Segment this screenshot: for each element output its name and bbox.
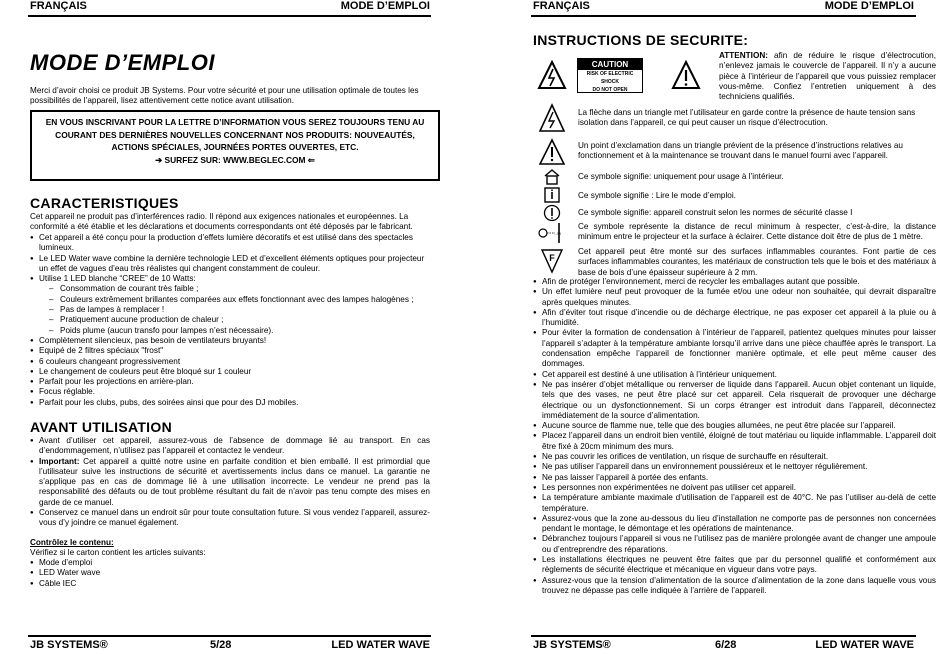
symbol-text-indoor: Ce symbole signifie: uniquement pour usage à l’intérieur. [578, 172, 784, 181]
feature-item: ● Le LED Water wave combine la dernière technologie LED et d’excellent éléments optiques pour projecteur un effet de vagues d’eau très réalistes qui changent constamment de couleur. [30, 254, 430, 275]
content-item: ● Câble IEC [30, 579, 230, 589]
caution-label: CAUTION [578, 59, 642, 70]
avant-item [30, 436, 430, 457]
svg-text:F: F [549, 253, 555, 263]
avant-item-text: Conservez ce manuel dans un endroit sûr pour toute consultation future. Si vous vendez l’appareil, assurez-vous d’y joindre ce manuel également. [39, 508, 430, 528]
feature-item: ● Complètement silencieux, pas besoin de ventilateurs bruyants! [30, 336, 430, 346]
footer-product: LED WATER WAVE [815, 639, 914, 651]
footer-product: LED WATER WAVE [331, 639, 430, 651]
newsletter-link[interactable]: ➔ SURFEZ SUR: WWW.BEGLEC.COM ⇐ [155, 154, 315, 165]
safety-item: ● Cet appareil est destiné à une utilisation à l’intérieur uniquement. [533, 370, 936, 380]
indoor-use-icon [543, 168, 561, 186]
distance-label: ...M [554, 231, 561, 236]
content-item: ● LED Water wave [30, 568, 230, 578]
high-voltage-icon [539, 103, 565, 133]
safety-item: ● Ne pas utiliser l’appareil dans un environnement poussiéreux et le nettoyer régulièrement. [533, 462, 936, 472]
safety-item: ● Pour éviter la formation de condensation à l’intérieur de l’appareil, patientez quelques minutes pour laisser l’appareil s’adapter à la température ambiante lorsqu’il arrive dans une pièce chauffée après le transport. La condensation empêche l’appareil de fonctionner manière optimale, et elle peut même causer des dommages. [533, 328, 936, 369]
header-section: MODE D’EMPLOI [824, 0, 914, 12]
header-language: FRANÇAIS [30, 0, 87, 12]
feature-item: – Pratiquement aucune production de chaleur ; [30, 315, 430, 325]
feature-item: ● Focus réglable. [30, 387, 430, 397]
lightning-warning-icon [537, 60, 567, 90]
caution-line-1: RISK OF ELECTRIC SHOCK [586, 71, 634, 85]
page-title: INSTRUCTIONS DE SECURITE: [533, 32, 749, 48]
footer-brand: JB SYSTEMS® [30, 639, 108, 651]
header-rule [28, 15, 431, 17]
symbol-text-distance: Ce symbole représente la distance de recul minimum à respecter, c’est-à-dire, la distance minimum entre le projecteur et la surface à éclairer. Cette distance doit être de plus de 1 mètre. [578, 222, 936, 242]
safety-item: ● Assurez-vous que la zone au-dessous du lieu d’installation ne comporte pas de personnes non concernées pendant le montage, le démontage et les opérations de maintenance. [533, 514, 936, 535]
header-language: FRANÇAIS [533, 0, 590, 12]
attention-label: ATTENTION: [719, 51, 768, 60]
header-rule [531, 15, 916, 17]
feature-item: – Poids plume (aucun transfo pour lampes n’est nécessaire). [30, 326, 430, 336]
section-title-caracteristiques: CARACTERISTIQUES [30, 195, 179, 211]
safety-item: ● Assurez-vous que la tension d’alimentation de la source d’alimentation de la zone dans laquelle vous vous trouvez ne dépasse pas celle indiquée à l’arrière de l’appareil. [533, 576, 936, 597]
section-title-avant-utilisation: AVANT UTILISATION [30, 419, 172, 435]
char-list [30, 233, 430, 408]
right-page [475, 0, 950, 654]
safety-item: ● Placez l’appareil dans un endroit bien ventilé, éloigné de tout matériau ou liquide inflammable. L’appareil doit être fixé à 20cm minimum des murs. [533, 431, 936, 452]
avant-item-text: Cet appareil a quitté notre usine en parfaite condition et bien emballé. Il est primordial que l’utilisateur suive les instructions de sécurité et avertissements inclus dans ce manuel. La garantie ne s’applique pas en cas de dommage lié à une utilisation incorrecte. Le vendeur ne prend pas la responsabilité des défauts ou de tout problème résultant du fait de n’avoir pas tenu compte des mises en garde de ce manuel. [39, 456, 430, 507]
avant-item [30, 508, 430, 529]
safety-item: ● Ne pas couvrir les orifices de ventilation, un risque de surchauffe en résulterait. [533, 452, 936, 462]
avant-item-label: Important: [39, 456, 80, 466]
header-section: MODE D’EMPLOI [340, 0, 430, 12]
attention-paragraph [719, 51, 936, 102]
feature-item: ● Parfait pour les projections en arrière-plan. [30, 377, 430, 387]
symbol-text-class: Ce symbole signifie: appareil construit selon les normes de sécurité classe I [578, 208, 853, 217]
feature-item: ● Equipé de 2 filtres spéciaux "frost" [30, 346, 430, 356]
char-intro: Cet appareil ne produit pas d’interférences radio. Il répond aux exigences nationales et européennes. La conformité a été établie et les déclarations et documents correspondants ont été déposés par le fabricant. [30, 212, 413, 232]
feature-item: – Consommation de courant très faible ; [30, 284, 430, 294]
exclamation-warning-icon [671, 60, 701, 90]
symbol-text-manual: Ce symbole signifie : Lire le mode d’emploi. [578, 191, 736, 200]
safety-item: ● La température ambiante maximale d’utilisation de l’appareil est de 40°C. Ne pas l’utiliser au-delà de cette température. [533, 493, 936, 514]
footer-page-number: 6/28 [715, 639, 737, 651]
avant-item-text: Avant d’utiliser cet appareil, assurez-vous de l’absence de dommage lié au transport. En cas d’endommagement, n’utilisez pas l’appareil et contactez le vendeur. [39, 436, 430, 456]
caution-label-box [577, 58, 643, 93]
feature-item: ● Le changement de couleurs peut être bloqué sur 1 couleur [30, 367, 430, 377]
read-manual-icon [543, 187, 561, 203]
safety-item: ● Débranchez toujours l’appareil si vous ne l’utilisez pas de manière prolongée avant de changer une ampoule ou d’entreprendre des réparations. [533, 534, 936, 555]
content-item: ● Mode d’emploi [30, 558, 230, 568]
symbol-text-voltage: La flèche dans un triangle met l’utilisateur en garde contre la présence de haute tension sans isolation dans l’appareil, ce qui peut causer un risque d’électrocution. [578, 108, 916, 128]
footer-rule [531, 635, 916, 637]
distance-icon [537, 220, 565, 246]
symbol-text-flammable: Cet appareil peut être monté sur des surfaces inflammables courantes. Font partie de ces surfaces inflammables courantes, les matériaux de construction tels que le bois et des matériaux à base de bois d’une épaisseur supérieure à 2 mm. [578, 247, 936, 277]
newsletter-text: EN VOUS INSCRIVANT POUR LA LETTRE D’INFORMATION VOUS SEREZ TOUJOURS TENU AU COURANT DES DERNIÈRES NOUVELLES CONCERNANT NOS PRODUITS: NOUVEAUTÉS, ACTIONS SPÉCIALES, JOURNÉES PORTES OUVERTES, ETC. [45, 117, 425, 153]
safety-item: ● Un effet lumière neuf peut provoquer de la fumée et/ou une odeur non souhaitée, qui devrait disparaître après quelques minutes. [533, 287, 936, 308]
feature-item: – Pas de lampes à remplacer ! [30, 305, 430, 315]
feature-item: ● Utilise 1 LED blanche “CREE” de 10 Watts: [30, 274, 430, 284]
footer-rule [28, 635, 431, 637]
caution-line-2: DO NOT OPEN [592, 87, 628, 93]
feature-item: ● 6 couleurs changeant progressivement [30, 357, 430, 367]
symbol-text-exclamation: Un point d’exclamation dans un triangle prévient de la présence d’instructions relatives au fonctionnement et à la maintenance se trouvant dans le manuel fourni avec l’appareil. [578, 141, 903, 161]
safety-item: ● Ne pas laisser l’appareil à portée des enfants. [533, 473, 936, 483]
avant-list [30, 436, 430, 529]
intro-paragraph: Merci d’avoir choisi ce produit JB Systems. Pour votre sécurité et pour une utilisation optimale de toutes les possibilités de l’appareil, lisez attentivement cette notice avant utilisation. [30, 86, 419, 106]
safety-item: ● Ne pas insérer d’objet métallique ou renverser de liquide dans l’appareil. Aucun objet contenant un liquide, tels que des vases, ne peut être placé sur cet appareil. Cela risquerait de provoquer une décharge électrique ou un dysfonctionnement. Si un corps étranger est introduit dans l’appareil, déconnectez immédiatement de la source d’alimentation. [533, 380, 936, 421]
controle-title: Contrôlez le contenu: [30, 538, 114, 547]
safety-item: ● Les installations électriques ne peuvent être faites que par du personnel qualifié et conformément aux règlements de sécurité électrique et mécanique en vigueur dans votre pays. [533, 555, 936, 576]
feature-item: ● Cet appareil a été conçu pour la production d’effets lumière décoratifs et est utilisé dans des spectacles lumineux. [30, 233, 430, 254]
controle-intro: Vérifiez si le carton contient les articles suivants: [30, 548, 206, 557]
safety-item: ● Les personnes non expérimentées ne doivent pas utiliser cet appareil. [533, 483, 936, 493]
feature-item: – Couleurs extrêmement brillantes comparées aux effets fonctionnant avec des lampes halogènes ; [30, 295, 430, 305]
newsletter-box [30, 110, 440, 181]
exclamation-icon [539, 138, 565, 166]
flammable-surface-icon [540, 248, 564, 274]
page-title: MODE D’EMPLOI [30, 50, 215, 75]
safety-list [533, 277, 936, 596]
controle-list [30, 558, 230, 589]
safety-item: ● Afin de protéger l’environnement, merci de recycler les emballages autant que possible. [533, 277, 936, 287]
feature-item: ● Parfait pour les clubs, pubs, des soirées ainsi que pour des DJ mobiles. [30, 398, 430, 408]
attention-text: afin de réduire le risque d’électrocution, n’enlevez jamais le couvercle de l’appareil. Il n’y a aucune pièce à l’intérieur de l’appareil que vous puissiez remplacer vous-même. Confiez l’entretien uniquement à des techniciens qualifiés. [719, 51, 936, 102]
safety-item: ● Afin d’éviter tout risque d’incendie ou de décharge électrique, ne pas exposer cet appareil à la pluie ou à l’humidité. [533, 308, 936, 329]
avant-item [30, 457, 430, 508]
footer-brand: JB SYSTEMS® [533, 639, 611, 651]
safety-item: ● Aucune source de flamme nue, telle que des bougies allumées, ne peut être placée sur l’appareil. [533, 421, 936, 431]
footer-page-number: 5/28 [210, 639, 232, 651]
